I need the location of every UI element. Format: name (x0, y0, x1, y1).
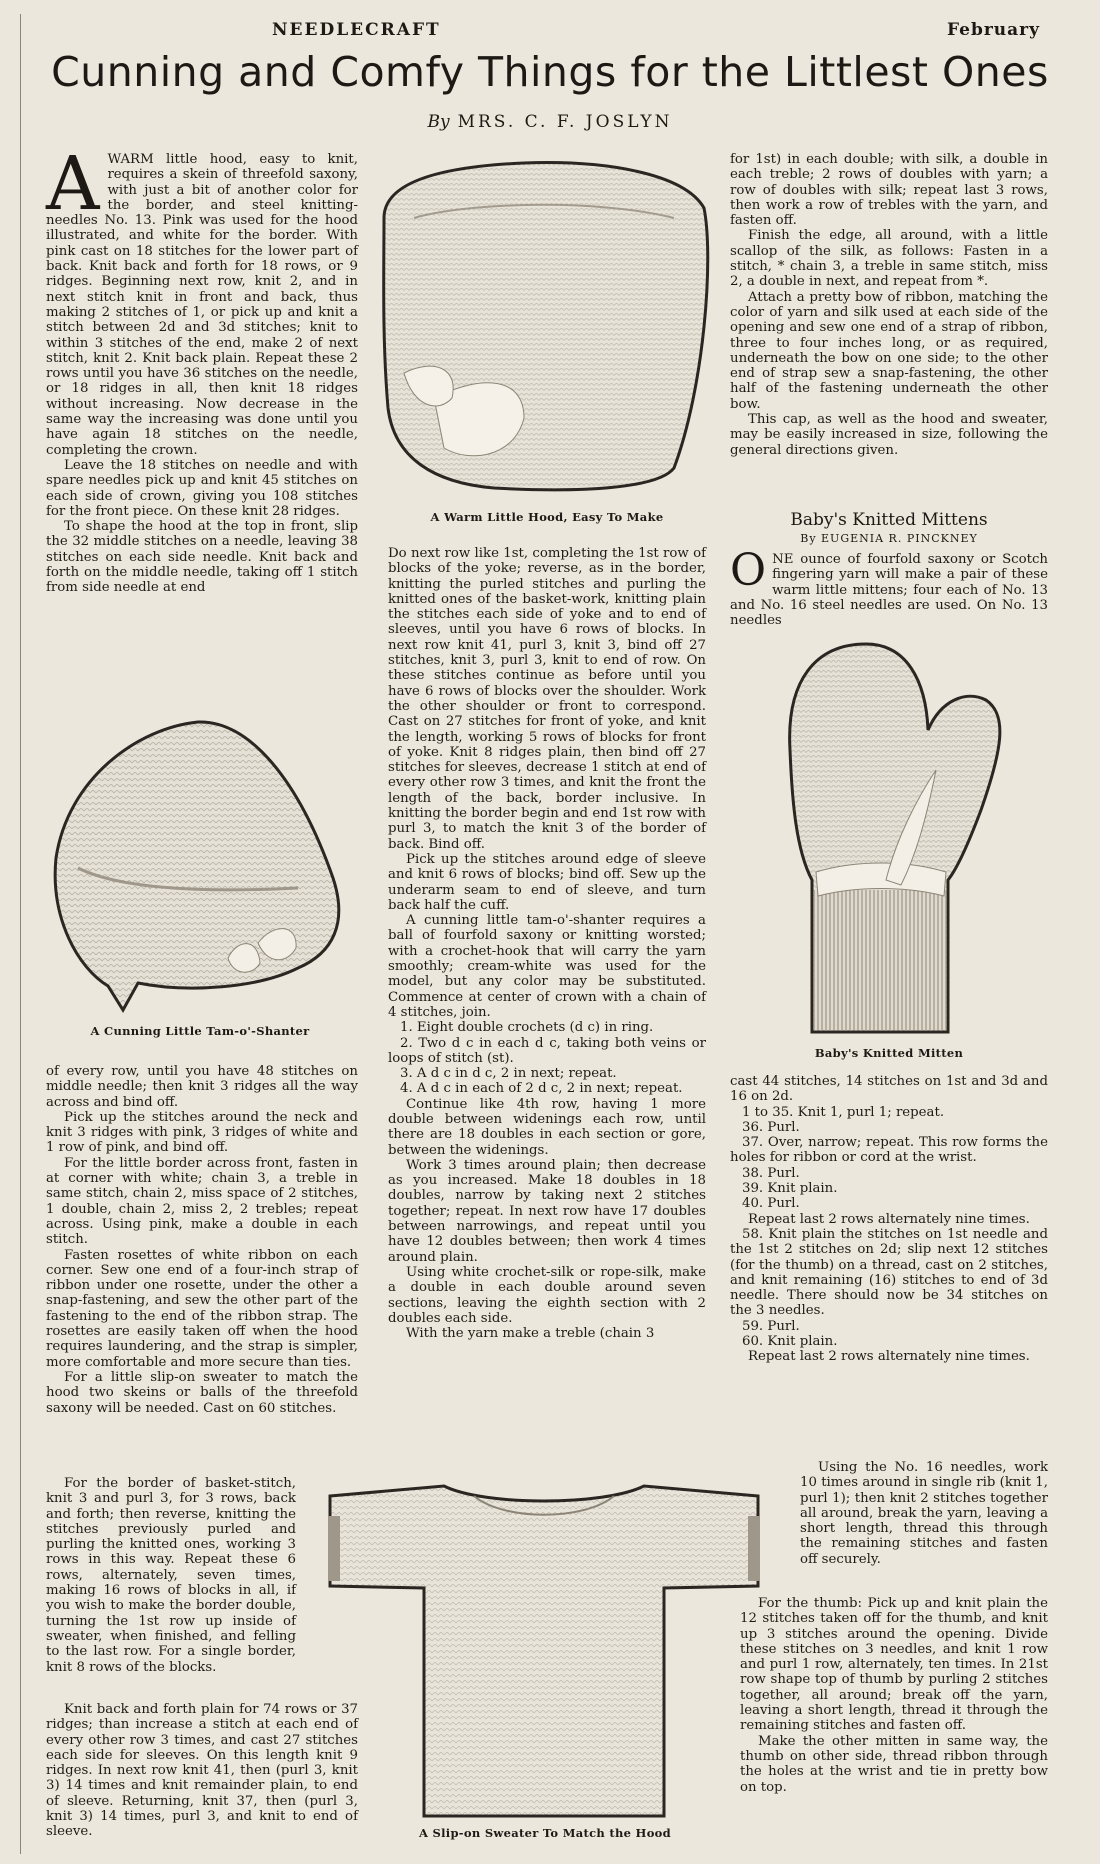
column-1-bottom-text (46, 1702, 358, 1858)
column-2-text (388, 546, 706, 1450)
numbered-row: 60. Knit plain. (742, 1334, 838, 1350)
sweater-caption: A Slip-on Sweater To Match the Hood (419, 1826, 671, 1840)
tam-image (48, 718, 354, 1018)
column-1-middle-text (46, 1064, 358, 1416)
paragraph: Knit back and forth plain for 74 rows or 37 ridges; than increase a stitch at each end of every other row 3 times, and cast 27 stitches each side for sleeves. On this length knit 9 ridges. In next row knit 41, then (purl 3, knit 3) 14 times and knit remainder plain, to end of sleeve. Returning, knit 37, then (purl 3, knit 3) 14 times, purl 3, and knit to end of sleeve. (46, 1702, 358, 1840)
hood-illustration (374, 158, 720, 498)
hood-image (374, 158, 720, 498)
column-1-narrow-text (46, 1476, 296, 1675)
column-3-top-text (730, 152, 1048, 502)
paragraph: Finish the edge, all around, with a little scallop of the silk, as follows: Fasten in a stitch, * chain 3, a treble in same stitch, miss 2, a double in next, and repeat from *. (730, 228, 1048, 290)
numbered-row: 58. Knit plain the stitches on 1st needle and the 1st 2 stitches on 2d; slip next 12 stitches (for the thumb) on a thread, cast on 2 stitches, and knit remaining (16) stitches to end of 3d needle. There should now be 34 stitches on the 3 needles. (730, 1226, 1048, 1319)
mittens-byline: By EUGENIA R. PINCKNEY (800, 532, 978, 545)
column-3-bottom-text (740, 1596, 1048, 1858)
mittens-intro-text (730, 545, 1048, 630)
paragraph: NE ounce of fourfold saxony or Scotch fingering yarn will make a pair of these warm little mittens; four each of No. 13 and No. 16 steel needles are used. On No. 13 needles (730, 552, 1048, 629)
sweater-illustration (324, 1476, 764, 1822)
issue-month: February (946, 20, 1040, 40)
numbered-row: 40. Purl. (742, 1196, 800, 1212)
paragraph: This cap, as well as the hood and sweater, may be easily increased in size, following the general directions given. (730, 412, 1048, 458)
column-3-narrow-text (800, 1460, 1048, 1596)
hood-caption: A Warm Little Hood, Easy To Make (430, 510, 664, 524)
numbered-row: 1 to 35. Knit 1, purl 1; repeat. (742, 1104, 945, 1120)
numbered-row: 59. Purl. (742, 1318, 800, 1334)
drop-cap-a: A (46, 141, 100, 227)
mittens-heading: Baby's Knitted Mittens (790, 510, 988, 530)
paragraph: WARM little hood, easy to knit, requires a skein of threefold saxony, with just a bit of another color for the border, and steel knitting-needles No. 13. Pink was used for the hood illustrated, and white for the border. With pink cast on 18 stitches for the lower part of back. Knit back and forth for 18 rows, or 9 ridges. Beginning next row, knit 2, and in next stitch knit in front and back, thus making 2 stitches of 1, or pick up and knit a stitch between 2d and 3d stitches; knit to within 3 stitches of the end, make 2 of next stitch, knit 2. Knit back plain. Repeat these 2 rows until you have 36 stitches on the needle, or 18 ridges in all, then knit 18 ridges without increasing. Now decrease in the same way the increasing was done until you have again 18 stitches on the needle, completing the crown. (46, 152, 358, 458)
mitten-image (776, 640, 1016, 1040)
paragraph: Using the No. 16 needles, work 10 times around in single rib (knit 1, purl 1); then knit 2 stitches together all around, break the yarn, leaving a short length, thread this through the remaining stitches and fasten off securely. (800, 1460, 1048, 1567)
drop-cap-o: O (730, 545, 767, 596)
byline (0, 112, 1100, 132)
magazine-name: NEEDLECRAFT (272, 20, 441, 40)
paragraph: Repeat last 2 rows alternately nine times. (748, 1211, 1030, 1227)
paragraph: Continue like 4th row, having 1 more double between widenings each row, until there are 18 doubles in each section or gore, between the widenings. (388, 1096, 706, 1158)
column-1-top-text (46, 141, 358, 696)
mitten-caption: Baby's Knitted Mitten (814, 1046, 964, 1060)
numbered-row: 4. A d c in each of 2 d c, 2 in next; repeat. (400, 1081, 683, 1097)
paragraph: To shape the hood at the top in front, slip the 32 middle stitches on a needle, leaving 38 stitches on each side needle. Knit back and forth on the middle needle, taking off 1 stitch from side needle at end (46, 519, 358, 596)
paragraph: Do next row like 1st, completing the 1st row of blocks of the yoke; reverse, as in the border, knitting the purled stitches and purling the knitted ones of the basket-work, knitting plain the stitches each side of yoke and to end of sleeves, until you have 6 rows of blocks. In next row knit 41, purl 3, knit 3, bind off 27 stitches, knit 3, purl 3, knit to end of row. On these stitches continue as before until you have 6 rows of blocks over the shoulder. Work the other shoulder or front to correspond. Cast on 27 stitches for front of yoke, and knit the length, working 5 rows of blocks for front of yoke. Knit 8 ridges plain, then bind off 27 stitches for sleeves, decrease 1 stitch at end of every other row 3 times, and knit the front the length of the back, border inclusive. In knitting the border begin and end 1st row with purl 3, to match the knit 3 of the border of back. Bind off. (388, 546, 706, 852)
numbered-row: 1. Eight double crochets (d c) in ring. (400, 1020, 654, 1036)
paragraph: Fasten rosettes of white ribbon on each corner. Sew one end of a four-inch strap of ribbon under one rosette, under the other a snap-fastening, and sew the other part of the fastening to the end of the ribbon strap. The rosettes are easily taken off when the hood requires laundering, and the strap is simpler, more comfortable and more secure than ties. (46, 1247, 358, 1370)
paragraph: For the thumb: Pick up and knit plain the 12 stitches taken off for the thumb, and knit up 3 stitches around the opening. Divide these stitches on 3 needles, and knit 1 row and purl 1 row, alternately, ten times. In 21st row shape top of thumb by purling 2 stitches together, all around; break off the yarn, leaving a short length, thread it through the remaining stitches and fasten off. (740, 1596, 1048, 1734)
paragraph: Pick up the stitches around the neck and knit 3 ridges with pink, 3 ridges of white and 1 row of pink, and bind off. (46, 1109, 358, 1156)
paragraph: With the yarn make a treble (chain 3 (406, 1326, 655, 1342)
paragraph: Repeat last 2 rows alternately nine times. (748, 1349, 1030, 1365)
numbered-row: 36. Purl. (742, 1119, 800, 1135)
byline-author: MRS. C. F. JOSLYN (457, 112, 673, 132)
numbered-row: 39. Knit plain. (742, 1181, 838, 1197)
paragraph: For the border of basket-stitch, knit 3 and purl 3, for 3 rows, back and forth; then reverse, knitting the stitches previously purled and purling the knitted ones, working 3 rows in this way. Repeat these 6 rows, alternately, seven times, making 16 rows of blocks in all, if you wish to make the border double, turning the 1st row up inside of sweater, when finished, and felling to the last row. For a single border, knit 8 rows of the blocks. (46, 1476, 296, 1675)
left-margin-rule (20, 14, 21, 1854)
mitten-illustration (776, 640, 1016, 1040)
paragraph: cast 44 stitches, 14 stitches on 1st and 3d and 16 on 2d. (730, 1074, 1048, 1105)
numbered-row: 38. Purl. (742, 1165, 800, 1181)
paragraph: Attach a pretty bow of ribbon, matching the color of yarn and silk used at each side of the opening and sew one end of a strap of ribbon, three to four inches long, or as required, underneath the bow on one side; to the other end of strap sew a snap-fastening, the other half of the fastening underneath the other bow. (730, 289, 1048, 412)
paragraph: For a little slip-on sweater to match the hood two skeins or balls of the threefold saxony will be needed. Cast on 60 stitches. (46, 1369, 358, 1416)
numbered-row: 2. Two d c in each d c, taking both veins or loops of stitch (st). (388, 1035, 706, 1066)
column-3-middle-text (730, 1074, 1048, 1458)
paragraph: A cunning little tam-o'-shanter requires a ball of fourfold saxony or knitting worsted; with a crochet-hook that will carry the yarn smoothly; cream-white was used for the model, but any color may be substituted. Commence at center of crown with a chain of 4 stitches, join. (388, 913, 706, 1020)
paragraph: for 1st) in each double; with silk, a double in each treble; 2 rows of doubles with yarn; a row of doubles with silk; repeat last 3 rows, then work a row of trebles with the yarn, and fasten off. (730, 152, 1048, 229)
paragraph: Leave the 18 stitches on needle and with spare needles pick up and knit 45 stitches on each side of crown, giving you 108 stitches for the front piece. On these knit 28 ridges. (46, 457, 358, 519)
paragraph: For the little border across front, fasten in at corner with white; chain 3, a treble in same stitch, chain 2, miss space of 2 stitches, 1 double, chain 2, miss 2, 2 trebles; repeat across. Using pink, make a double in each stitch. (46, 1155, 358, 1248)
paragraph: Make the other mitten in same way, the thumb on other side, thread ribbon through the holes at the wrist and tie in pretty bow on top. (740, 1733, 1048, 1795)
article-title: Cunning and Comfy Things for the Littlest Ones (51, 48, 1049, 96)
tam-caption: A Cunning Little Tam-o'-Shanter (90, 1024, 310, 1038)
paragraph: Using white crochet-silk or rope-silk, make a double in each double around seven sections, leaving the eighth section with 2 doubles each side. (388, 1264, 706, 1326)
paragraph: of every row, until you have 48 stitches on middle needle; then knit 3 ridges all the way across and bind off. (46, 1064, 358, 1110)
tam-o-shanter-illustration (48, 718, 354, 1018)
sweater-image (324, 1476, 764, 1822)
paragraph: Work 3 times around plain; then decrease as you increased. Make 18 doubles in 18 doubles, narrow by taking next 2 stitches together; repeat. In next row have 17 doubles between narrowings, and repeat until you have 12 doubles between; then work 4 times around plain. (388, 1157, 706, 1265)
paragraph: Pick up the stitches around edge of sleeve and knit 6 rows of blocks; bind off. Sew up the underarm seam to end of sleeve, and turn back half the cuff. (388, 851, 706, 913)
numbered-row: 37. Over, narrow; repeat. This row forms the holes for ribbon or cord at the wrist. (730, 1135, 1048, 1166)
byline-by: By (427, 112, 450, 132)
numbered-row: 3. A d c in d c, 2 in next; repeat. (400, 1066, 617, 1082)
